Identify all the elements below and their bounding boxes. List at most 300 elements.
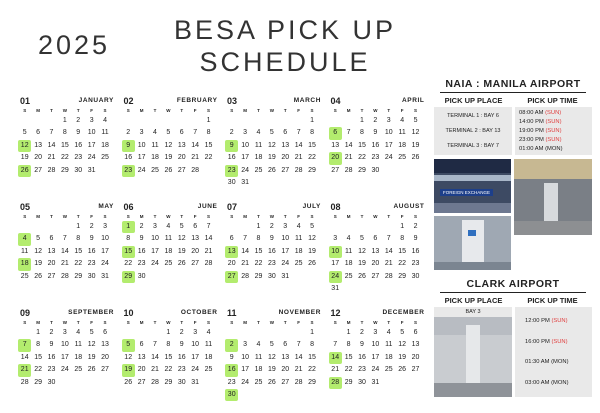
- calendar-day: 13: [47, 247, 56, 255]
- calendar-day: 29: [74, 272, 83, 280]
- calendar-day: 8: [400, 235, 405, 243]
- calendar-day: 13: [191, 235, 200, 243]
- weekday-label: S: [310, 214, 314, 219]
- calendar-day: 21: [344, 154, 353, 162]
- calendar-day: 30: [267, 272, 276, 280]
- calendar-day: 27: [34, 166, 42, 174]
- calendar-day: 19: [177, 247, 186, 255]
- calendar-day: 5: [36, 235, 41, 243]
- calendar-day: 19: [398, 353, 407, 361]
- calendar-day: 2: [360, 329, 364, 336]
- calendar-day: 9: [413, 235, 418, 243]
- calendar-day: 9: [139, 235, 144, 243]
- weekday-header: [16, 106, 116, 115]
- calendar-day: 30: [177, 378, 186, 386]
- empty-day: [382, 377, 395, 389]
- calendar-day: 6: [283, 341, 288, 349]
- weekday-label: W: [269, 320, 274, 325]
- calendar-week: [223, 352, 323, 364]
- calendar-day: 4: [400, 117, 405, 124]
- calendar-day: 8: [126, 235, 131, 243]
- empty-day: [188, 115, 201, 127]
- calendar-day: 10: [151, 235, 159, 243]
- calendar-day: 19: [20, 154, 29, 162]
- calendar-week: [223, 377, 323, 389]
- calendar-week: [327, 115, 427, 127]
- month-header: [223, 308, 323, 318]
- weekday-label: M: [346, 108, 351, 113]
- weekday-label: S: [310, 320, 314, 325]
- calendar-day: 3: [153, 223, 157, 230]
- month-number: 05: [20, 202, 31, 212]
- calendar-day: 26: [87, 366, 96, 374]
- calendar-day: 4: [256, 341, 261, 349]
- empty-day: [265, 327, 278, 339]
- calendar-week: [223, 233, 323, 245]
- calendar-day: 16: [358, 353, 366, 361]
- calendar-day: 5: [360, 235, 364, 243]
- calendar-day: 21: [331, 366, 340, 374]
- weekday-label: T: [180, 108, 184, 113]
- calendar-day: 30: [137, 272, 146, 280]
- calendar-day: 9: [89, 235, 94, 243]
- calendar-day: 19: [267, 366, 276, 374]
- calendar-day: 8: [256, 235, 261, 243]
- weekday-label: W: [269, 108, 274, 113]
- calendar-week: [327, 339, 427, 351]
- weekday-label: F: [400, 214, 404, 219]
- empty-day: [72, 377, 85, 389]
- calendar-day: 18: [294, 247, 303, 255]
- calendar-week: [327, 283, 427, 295]
- empty-day: [202, 377, 215, 389]
- weekday-label: T: [283, 108, 287, 113]
- calendar-day: 19: [358, 260, 366, 268]
- calendar-week: [223, 327, 323, 339]
- calendar-week: [120, 327, 220, 339]
- calendar-day: 2: [126, 129, 131, 137]
- calendar-week: [16, 233, 116, 245]
- weekday-label: T: [50, 214, 53, 219]
- calendar-day: 15: [344, 353, 353, 361]
- month-header: [120, 202, 220, 212]
- empty-day: [369, 221, 382, 233]
- calendar-day: 5: [22, 129, 27, 137]
- calendar-day: 31: [241, 178, 249, 186]
- weekday-label: S: [333, 108, 337, 113]
- month-june: [120, 202, 220, 306]
- calendar-day: 15: [34, 353, 42, 361]
- calendar-day: 12: [308, 235, 316, 243]
- calendar-day: 1: [310, 117, 314, 124]
- weekday-label: S: [230, 108, 234, 113]
- weekday-label: T: [153, 108, 157, 113]
- calendar-day: 21: [204, 247, 213, 255]
- calendar-day: 1: [76, 223, 81, 230]
- empty-day: [329, 221, 342, 233]
- calendar-week: [327, 165, 427, 177]
- weekday-header: [223, 212, 323, 221]
- calendar-day: 8: [360, 129, 364, 137]
- weekday-label: T: [180, 214, 184, 219]
- calendar-week: [223, 258, 323, 270]
- empty-day: [162, 271, 175, 283]
- pickup-day: 16: [225, 364, 238, 376]
- weekday-label: W: [62, 214, 67, 219]
- calendar-day: 24: [191, 366, 200, 374]
- weekday-label: M: [36, 320, 40, 325]
- calendar-day: 21: [294, 366, 303, 374]
- calendar-day: 16: [411, 247, 420, 255]
- calendar-day: 29: [34, 378, 42, 386]
- calendar-day: 17: [241, 154, 249, 162]
- calendar-day: 21: [241, 260, 249, 268]
- calendar-day: 4: [386, 329, 391, 336]
- calendar-day: 2: [413, 223, 418, 230]
- empty-day: [45, 221, 58, 233]
- calendar-week: [120, 352, 220, 364]
- calendar-week: [223, 177, 323, 189]
- calendar-day: 9: [179, 341, 184, 349]
- calendar-day: 7: [386, 235, 391, 243]
- naia-time: 23:00 PM (SUN): [519, 136, 562, 143]
- calendar-week: [223, 246, 323, 258]
- calendar-day: 23: [137, 260, 146, 268]
- naia-time: 01:00 AM (MON): [519, 145, 563, 152]
- month-number: 10: [123, 308, 134, 318]
- calendar-day: 4: [256, 129, 261, 137]
- calendar-day: 21: [60, 260, 69, 268]
- empty-day: [98, 165, 111, 177]
- pickup-day: 14: [329, 352, 342, 364]
- calendar-week: [16, 221, 116, 233]
- empty-day: [18, 115, 31, 127]
- calendar-day: 8: [36, 341, 41, 349]
- calendar-day: 1: [166, 329, 171, 336]
- calendar-day: 24: [371, 366, 380, 374]
- calendar-day: 19: [411, 141, 420, 149]
- calendar-day: 5: [413, 117, 418, 124]
- naia-schedule: [434, 107, 592, 155]
- empty-day: [202, 271, 215, 283]
- calendar-day: 13: [331, 141, 340, 149]
- calendar-day: 13: [371, 247, 380, 255]
- calendar-day: 20: [281, 154, 290, 162]
- calendar-day: 11: [21, 247, 29, 255]
- calendar-day: 13: [281, 353, 290, 361]
- month-name: OCTOBER: [180, 309, 218, 316]
- calendar-week: [120, 271, 220, 283]
- calendar-day: 17: [384, 141, 393, 149]
- calendar-day: 31: [281, 272, 290, 280]
- calendar-day: 11: [385, 341, 393, 349]
- calendar-week: [223, 364, 323, 376]
- naia-time: 19:00 PM (SUN): [519, 127, 562, 134]
- empty-day: [135, 327, 148, 339]
- calendar-day: 29: [358, 166, 366, 174]
- calendar-day: 18: [398, 141, 407, 149]
- empty-day: [135, 115, 148, 127]
- calendar-day: 3: [89, 117, 94, 124]
- calendar-day: 22: [344, 366, 353, 374]
- calendar-day: 17: [281, 247, 290, 255]
- empty-day: [148, 115, 161, 127]
- calendar-day: 20: [281, 366, 290, 374]
- calendar-day: 13: [411, 341, 420, 349]
- calendar-day: 8: [206, 129, 211, 137]
- empty-day: [409, 283, 422, 295]
- calendar-day: 3: [103, 223, 107, 230]
- empty-day: [148, 327, 161, 339]
- calendar-day: 7: [296, 341, 301, 349]
- pickup-day: 30: [225, 389, 238, 401]
- calendar-day: 25: [254, 378, 263, 386]
- calendar-week: [120, 152, 220, 164]
- empty-day: [98, 377, 111, 389]
- weekday-label: W: [166, 214, 171, 219]
- calendar-day: 11: [204, 341, 213, 349]
- clark-times: [515, 307, 592, 397]
- calendar-day: 28: [384, 272, 393, 280]
- calendar-day: 9: [76, 129, 81, 137]
- weekday-label: T: [76, 214, 80, 219]
- calendar-day: 14: [191, 141, 200, 149]
- calendar-day: 10: [371, 341, 380, 349]
- calendar-week: [327, 258, 427, 270]
- empty-day: [18, 221, 31, 233]
- calendar-day: 3: [193, 329, 198, 336]
- terminal-photo-2: [514, 159, 592, 235]
- calendar-week: [120, 246, 220, 258]
- calendar-week: [16, 364, 116, 376]
- weekday-label: M: [346, 214, 351, 219]
- calendar-day: 15: [358, 141, 366, 149]
- pickup-day: 7: [18, 339, 31, 351]
- calendar-day: 22: [164, 366, 173, 374]
- calendar-week: [327, 246, 427, 258]
- calendar-day: 31: [101, 272, 109, 280]
- weekday-label: M: [36, 214, 40, 219]
- pickup-day: 2: [225, 339, 238, 351]
- weekday-label: M: [243, 214, 247, 219]
- calendar-day: 20: [177, 154, 186, 162]
- calendar-day: 31: [87, 166, 96, 174]
- calendar-day: 28: [20, 378, 29, 386]
- calendar-day: 20: [227, 260, 236, 268]
- month-name: NOVEMBER: [278, 309, 321, 316]
- weekday-label: S: [333, 214, 337, 219]
- weekday-label: W: [373, 320, 378, 325]
- calendar-day: 28: [60, 272, 69, 280]
- calendar-day: 31: [331, 284, 340, 292]
- calendar-day: 8: [166, 341, 171, 349]
- weekday-label: T: [76, 320, 80, 325]
- weekday-label: S: [207, 108, 211, 113]
- calendar-grid: [16, 96, 430, 408]
- empty-day: [395, 165, 408, 177]
- pickup-day: 18: [18, 258, 31, 270]
- calendar-day: 4: [296, 223, 301, 230]
- calendar-day: 17: [137, 154, 146, 162]
- calendar-week: [327, 233, 427, 245]
- calendar-day: 11: [398, 129, 406, 137]
- terminal-photo-1: [434, 159, 511, 213]
- month-number: 11: [227, 308, 237, 318]
- calendar-day: 30: [371, 166, 380, 174]
- calendar-day: 3: [243, 341, 248, 349]
- weekday-label: T: [360, 108, 364, 113]
- calendar-day: 13: [281, 141, 290, 149]
- clark-schedule: [434, 307, 592, 397]
- weekday-label: T: [387, 108, 391, 113]
- calendar-week: [327, 127, 427, 139]
- calendar-day: 23: [267, 260, 276, 268]
- calendar-day: 26: [267, 166, 276, 174]
- calendar-day: 18: [254, 154, 263, 162]
- calendar-day: 12: [124, 353, 133, 361]
- calendar-day: 15: [398, 247, 407, 255]
- empty-day: [409, 377, 422, 389]
- calendar-day: 8: [346, 341, 351, 349]
- month-july: [223, 202, 323, 306]
- calendar-day: 22: [34, 366, 42, 374]
- calendar-week: [120, 339, 220, 351]
- calendar-day: 25: [398, 154, 407, 162]
- empty-day: [305, 177, 318, 189]
- empty-day: [279, 327, 292, 339]
- calendar-day: 11: [151, 141, 159, 149]
- calendar-day: 25: [294, 260, 303, 268]
- weekday-label: T: [360, 214, 364, 219]
- weekday-label: S: [103, 214, 107, 219]
- calendar-day: 19: [87, 353, 96, 361]
- month-number: 01: [20, 96, 31, 106]
- calendar-day: 7: [153, 341, 157, 349]
- calendar-day: 11: [254, 141, 263, 149]
- weekday-label: T: [153, 320, 157, 325]
- calendar-week: [223, 339, 323, 351]
- calendar-day: 5: [310, 223, 314, 230]
- weekday-label: T: [180, 320, 184, 325]
- weekday-label: S: [414, 108, 418, 113]
- calendar-day: 11: [74, 341, 82, 349]
- weekday-label: T: [257, 108, 260, 113]
- naia-time: 08:00 AM (SUN): [519, 110, 562, 117]
- weekday-label: W: [373, 214, 378, 219]
- calendar-day: 30: [74, 166, 83, 174]
- empty-day: [279, 389, 292, 401]
- month-february: [120, 96, 220, 200]
- empty-day: [31, 115, 44, 127]
- calendar-week: [120, 221, 220, 233]
- calendar-day: 3: [139, 129, 144, 137]
- weekday-label: T: [387, 214, 391, 219]
- calendar-day: 25: [151, 166, 159, 174]
- calendar-day: 30: [227, 178, 236, 186]
- calendar-day: 26: [358, 272, 366, 280]
- calendar-day: 27: [101, 366, 109, 374]
- calendar-day: 20: [137, 366, 146, 374]
- calendar-day: 6: [193, 223, 198, 230]
- calendar-day: 26: [164, 166, 173, 174]
- pickup-day: 21: [18, 364, 31, 376]
- empty-day: [342, 115, 355, 127]
- calendar-day: 17: [331, 260, 340, 268]
- weekday-label: F: [400, 108, 404, 113]
- weekday-header: [327, 318, 427, 327]
- calendar-day: 18: [204, 353, 213, 361]
- calendar-day: 27: [137, 378, 146, 386]
- calendar-day: 14: [151, 353, 159, 361]
- calendar-day: 11: [164, 235, 172, 243]
- calendar-week: [120, 377, 220, 389]
- weekday-header: [16, 212, 116, 221]
- calendar-week: [16, 327, 116, 339]
- weekday-label: M: [139, 214, 144, 219]
- calendar-day: 21: [384, 260, 393, 268]
- calendar-day: 21: [294, 154, 303, 162]
- calendar-day: 24: [241, 378, 249, 386]
- calendar-day: 2: [229, 129, 234, 137]
- naia-times: [515, 107, 592, 155]
- weekday-label: S: [333, 320, 337, 325]
- calendar-week: [120, 165, 220, 177]
- calendar-week: [223, 115, 323, 127]
- calendar-day: 11: [254, 353, 263, 361]
- calendar-day: 27: [411, 366, 420, 374]
- calendar-day: 15: [308, 141, 316, 149]
- empty-day: [382, 165, 395, 177]
- calendar-day: 5: [269, 129, 274, 137]
- weekday-label: S: [23, 320, 27, 325]
- calendar-day: 24: [384, 154, 393, 162]
- calendar-week: [16, 339, 116, 351]
- calendar-day: 4: [153, 129, 157, 137]
- calendar-week: [327, 152, 427, 164]
- empty-day: [382, 283, 395, 295]
- clark-title: CLARK AIRPORT: [440, 278, 586, 293]
- weekday-label: T: [283, 320, 287, 325]
- calendar-day: 14: [294, 141, 303, 149]
- calendar-day: 16: [177, 353, 186, 361]
- calendar-week: [16, 377, 116, 389]
- empty-day: [292, 327, 305, 339]
- weekday-label: S: [230, 320, 234, 325]
- calendar-week: [16, 115, 116, 127]
- calendar-day: 28: [47, 166, 56, 174]
- calendar-day: 7: [243, 235, 248, 243]
- calendar-day: 14: [384, 247, 393, 255]
- weekday-label: M: [139, 108, 144, 113]
- pickup-day: 28: [329, 377, 342, 389]
- calendar-day: 3: [283, 223, 288, 230]
- calendar-day: 14: [60, 247, 69, 255]
- calendar-day: 23: [87, 260, 96, 268]
- empty-day: [58, 377, 71, 389]
- calendar-day: 10: [191, 341, 200, 349]
- weekday-header: [327, 212, 427, 221]
- weekday-label: M: [243, 320, 247, 325]
- pickup-day: 1: [122, 221, 135, 233]
- pickup-day: 29: [122, 271, 135, 283]
- calendar-day: 2: [373, 117, 378, 124]
- calendar-day: 5: [166, 129, 171, 137]
- calendar-day: 28: [151, 378, 159, 386]
- calendar-day: 14: [344, 141, 353, 149]
- clark-time-header: PICK UP TIME: [527, 296, 578, 305]
- clark-time: 03:00 AM (MON): [525, 379, 569, 386]
- calendar-day: 12: [34, 247, 42, 255]
